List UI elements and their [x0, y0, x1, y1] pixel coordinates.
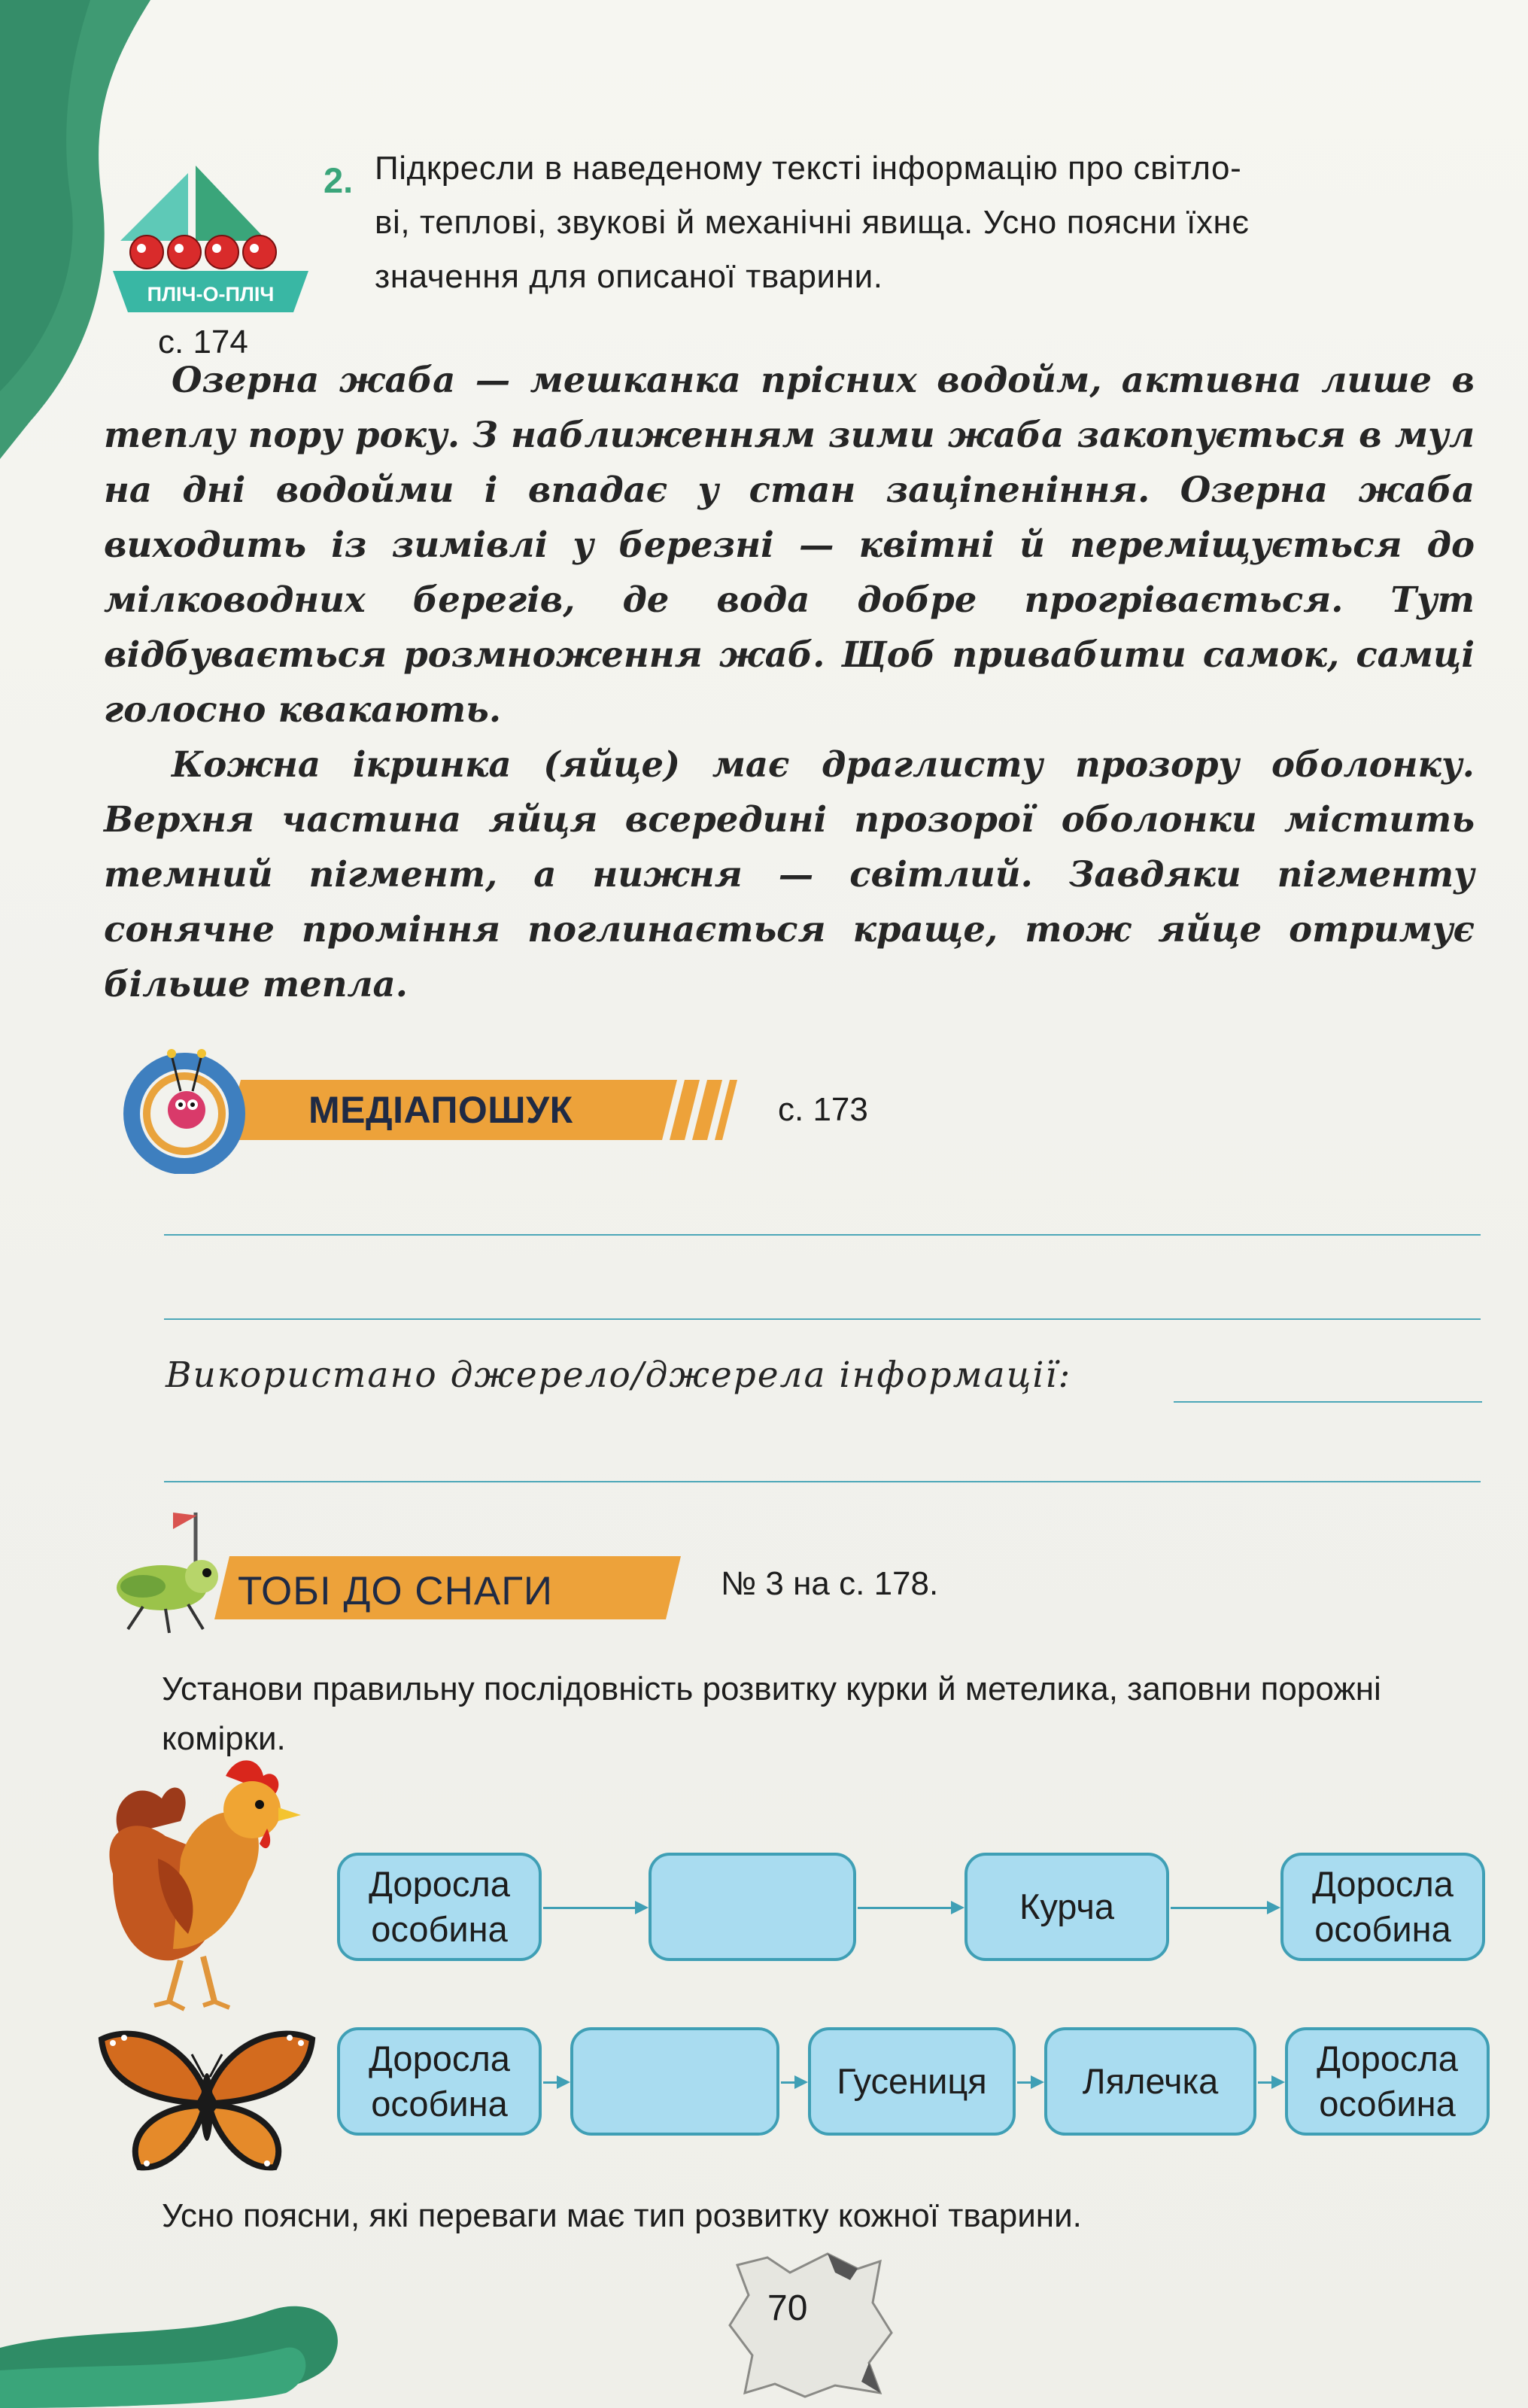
stage-box-empty[interactable] — [649, 1853, 856, 1961]
frog-story — [104, 352, 1475, 1011]
arrow-connector — [543, 1907, 646, 1909]
stage-box-adult: Доросла особина — [337, 1853, 542, 1961]
badge-label: ПЛІЧ-О-ПЛІЧ — [147, 283, 275, 306]
at-sign-bug-icon — [113, 1038, 256, 1174]
arrow-connector — [858, 1907, 961, 1909]
torn-paper-decoration — [722, 2250, 895, 2400]
butterfly-illustration-icon — [94, 2024, 320, 2175]
story-paragraph: Озерна жаба — мешканка прісних водойм, активна лише в теплу пору року. З наближенням зими жаба закопується в мул на дні водойми і впадає у стан заціпеніння. Озерна жаба виходить із зимівлі у березні — квітні й переміщується до мілководних берегів, де вода добре прогрівається. Тут відбувається розмноження жаб. Щоб привабити самок, самці голосно квакають. — [104, 359, 1475, 730]
task-line: значення для описаної тварини. — [375, 258, 883, 295]
task-instruction — [375, 141, 1473, 304]
sources-label: Використано джерело/джерела інформації: — [166, 1354, 1072, 1396]
page-reference: с. 174 — [158, 324, 248, 360]
chicken-illustration-icon — [90, 1746, 324, 2017]
task-line: Підкресли в наведеному тексті інформацію про світло- — [375, 150, 1242, 187]
challenge-title: ТОБІ ДО СНАГИ — [238, 1569, 553, 1613]
story-paragraph: Кожна ікринка (яйце) має драглисту прозору оболонку. Верхня частина яйця всередині прозорої оболонки містить темний пігмент, а нижня — світлий. Завдяки пігменту сонячне проміння поглинається краще, тож яйце отримує більше тепла. — [104, 743, 1475, 1005]
stage-box-adult: Доросла особина — [337, 2027, 542, 2136]
answer-line[interactable] — [164, 1318, 1481, 1320]
flag-bug-icon — [98, 1505, 241, 1640]
task-line: ві, теплові, звукові й механічні явища. Усно поясни їхнє — [375, 204, 1250, 241]
stage-box-empty[interactable] — [570, 2027, 779, 2136]
arrow-connector — [543, 2081, 567, 2084]
pair-work-badge-icon — [105, 158, 316, 316]
media-search-title: МЕДІАПОШУК — [308, 1089, 573, 1131]
stage-box-adult: Доросла особина — [1285, 2027, 1490, 2136]
stage-box-pupa: Лялечка — [1044, 2027, 1256, 2136]
challenge-reference: № 3 на с. 178. — [721, 1565, 939, 1602]
answer-line[interactable] — [164, 1234, 1481, 1236]
stage-box-chick: Курча — [964, 1853, 1169, 1961]
arrow-connector — [1258, 2081, 1282, 2084]
arrow-connector — [1017, 2081, 1041, 2084]
challenge-instruction: Установи правильну послідовність розвитку курки й метелика, заповни порожні комірки. — [162, 1671, 1381, 1757]
answer-line[interactable] — [164, 1481, 1481, 1482]
page-number: 70 — [767, 2288, 808, 2328]
media-page-reference: с. 173 — [778, 1091, 868, 1128]
stage-box-caterpillar: Гусениця — [808, 2027, 1016, 2136]
green-corner-decoration — [0, 2280, 391, 2408]
arrow-connector — [1171, 1907, 1277, 1909]
footer-instruction: Усно поясни, які переваги має тип розвитку кожної тварини. — [162, 2197, 1082, 2234]
task-number: 2. — [324, 160, 354, 200]
arrow-connector — [781, 2081, 805, 2084]
sources-answer-line[interactable] — [1174, 1401, 1482, 1403]
stage-box-adult: Доросла особина — [1280, 1853, 1485, 1961]
